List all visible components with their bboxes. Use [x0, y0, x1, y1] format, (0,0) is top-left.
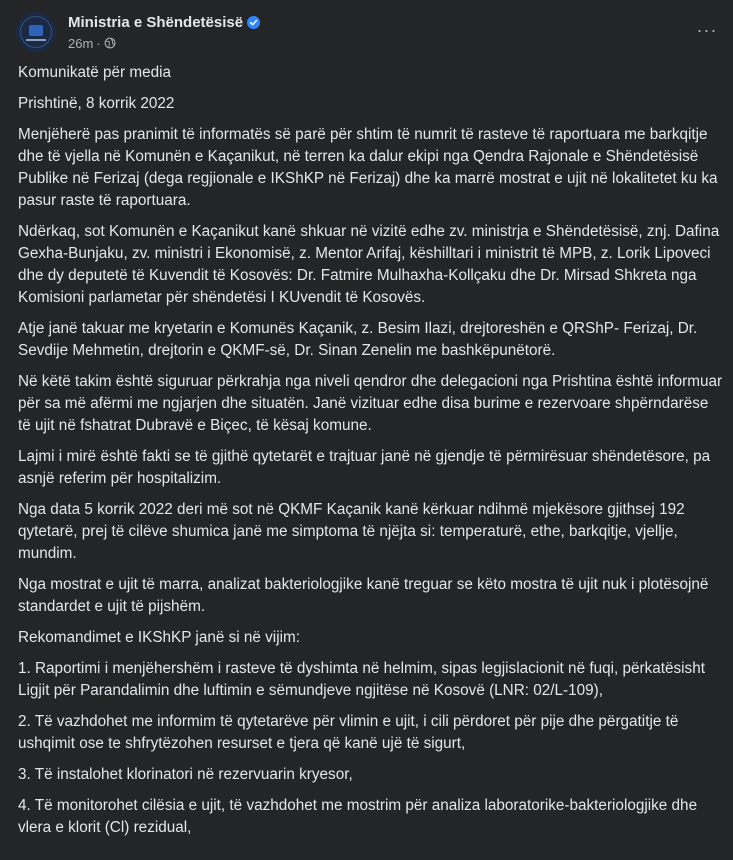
post-paragraph-dateline: Prishtinë, 8 korrik 2022	[18, 95, 175, 112]
name-row	[68, 12, 260, 32]
post-paragraph: Në këtë takim është siguruar përkrahja nga niveli qendror dhe delegacioni nga Prishtina është informuar për sa më afërmi me ngjarjen dhe situatën. Janë vizituar edhe disa burime e rezervoare shpërndarëse të ujit në fshatrat Dubravë e Biçec, të kësaj komune.	[18, 373, 723, 434]
more-options-button[interactable]: ···	[696, 19, 718, 40]
recommendation-item: 2. Të vazhdohet me informim të qytetarëve për vlimin e ujit, i cili përdoret për pije dhe përgatitje të ushqimit ose te shfrytëzohen resurset e tjera që kanë ujë të sigurt,	[18, 713, 679, 752]
page-avatar[interactable]	[16, 12, 56, 52]
post-paragraph: Lajmi i mirë është fakti se të gjithë qytetarët e trajtuar janë në gjendje të përmirësuar shëndetësore, pa asnjë referim për hospitalizim.	[18, 448, 711, 487]
post-body	[18, 62, 723, 848]
globe-icon[interactable]	[104, 37, 116, 49]
post-paragraph: Nga mostrat e ujit të marra, analizat bakteriologjike kanë treguar se këto mostra të ujit nuk i plotësojnë standardet e ujit të pijshëm.	[18, 576, 709, 615]
recommendation-item: 4. Të monitorohet cilësia e ujit, të vazhdohet me mostrim për analiza laboratorike-bakteriologjike dhe vlera e klorit (Cl) rezidual,	[18, 797, 698, 836]
verified-badge-icon	[247, 16, 260, 29]
post-paragraph: Ndërkaq, sot Komunën e Kaçanikut kanë shkuar në vizitë edhe zv. ministrja e Shëndetësisë, znj. Dafina Gexha-Bunjaku, zv. ministri i Ekonomisë, z. Mentor Arifaj, këshilltari i ministrit të MPB, z. Lorik Lipoveci dhe dy deputetë të Kuvendit të Kosovës: Dr. Fatmire Mulhaxha-Kollçaku dhe Dr. Mirsad Shkreta nga Komisioni parlametar për shëndetësi I KUvendit të Kosovës.	[18, 223, 720, 306]
recommendation-item: 3. Të instalohet klorinatori në rezervuarin kryesor,	[18, 766, 353, 783]
post-meta	[68, 12, 260, 52]
post-paragraph: Atje janë takuar me kryetarin e Komunës Kaçanik, z. Besim Ilazi, drejtoreshën e QRShP- Ferizaj, Dr. Sevdije Mehmetin, drejtorin e QKMF-së, Dr. Sinan Zenelin me bashkëpunëtorë.	[18, 320, 698, 359]
post-paragraph-title: Komunikatë për media	[18, 64, 172, 81]
avatar-emblem-bar	[26, 39, 46, 41]
post-paragraph: Menjëherë pas pranimit të informatës së parë për shtim të numrit të rasteve të raportuara me barkqitje dhe të vjella në Komunën e Kaçanikut, në terren ka dalur ekipi nga Qendra Rajonale e Shëndetësisë Publike në Ferizaj (dega regjionale e IKShKP në Ferizaj) dhe ka marrë mostrat e ujit në lokalitetet ku ka pasur raste të raportuara.	[18, 126, 718, 209]
avatar-emblem-flag	[29, 25, 43, 36]
timestamp-row	[68, 34, 260, 52]
meta-separator: ·	[96, 35, 101, 51]
recommendation-item: 1. Raportimi i menjëhershëm i rasteve të dyshimta në helmim, sipas legjislacionit në fuqi, përkatësisht Ligjit për Parandalimin dhe luftimin e sëmundjeve ngjitëse në Kosovë (LNR: 02/L-109),	[18, 660, 705, 699]
post-timestamp[interactable]: 26m	[68, 35, 94, 51]
page-name-link[interactable]: Ministria e Shëndetësisë	[68, 13, 244, 31]
post-paragraph: Rekomandimet e IKShKP janë si në vijim:	[18, 629, 300, 646]
post-header	[16, 10, 260, 54]
post-paragraph: Nga data 5 korrik 2022 deri më sot në QKMF Kaçanik kanë kërkuar ndihmë mjekësore gjithsej 192 qytetarë, prej të cilëve shumica janë me simptoma të njëjta si: temperaturë, ethe, barkqitje, vjellje, mundim.	[18, 501, 685, 562]
